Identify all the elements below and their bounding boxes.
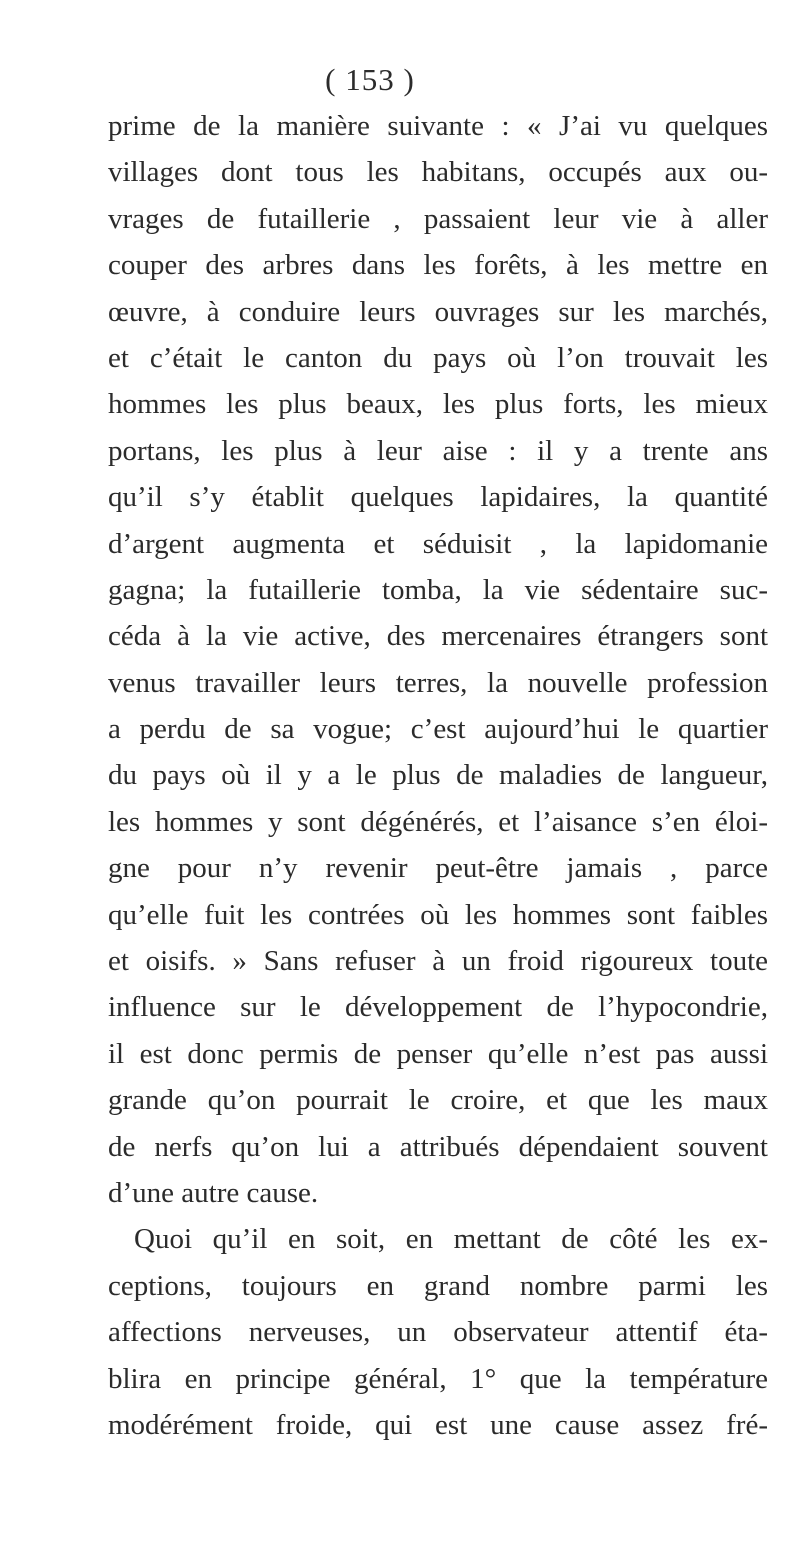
text-line: prime de la manière suivante : « J’ai vu quelques bbox=[108, 110, 768, 142]
text-line: vrages de futaillerie , passaient leur vie à aller bbox=[108, 202, 768, 235]
text-line: gne pour n’y revenir peut-être jamais , parce bbox=[108, 852, 768, 885]
text-line: céda à la vie active, des mercenaires étrangers sont bbox=[108, 620, 768, 653]
text-line: blira en principe général, 1° que la température bbox=[108, 1362, 768, 1395]
text-line: venus travailler leurs terres, la nouvelle profession bbox=[108, 666, 768, 699]
text-line: portans, les plus à leur aise : il y a trente ans bbox=[108, 434, 768, 467]
text-line: du pays où il y a le plus de maladies de langueur, bbox=[108, 759, 768, 792]
text-line: et c’était le canton du pays où l’on trouvait les bbox=[108, 341, 768, 374]
text-line: qu’il s’y établit quelques lapidaires, la quantité bbox=[108, 481, 768, 514]
text-line: modérément froide, qui est une cause assez fré- bbox=[108, 1408, 768, 1441]
paragraph-start-line: Quoi qu’il en soit, en mettant de côté les ex- bbox=[134, 1223, 768, 1256]
text-line: villages dont tous les habitans, occupés aux ou- bbox=[108, 156, 768, 189]
text-line: qu’elle fuit les contrées où les hommes sont faibles bbox=[108, 898, 768, 931]
text-line: couper des arbres dans les forêts, à les mettre en bbox=[108, 249, 768, 282]
text-line: de nerfs qu’on lui a attribués dépendaient souvent bbox=[108, 1130, 768, 1163]
text-line: hommes les plus beaux, les plus forts, les mieux bbox=[108, 388, 768, 421]
text-line: il est donc permis de penser qu’elle n’est pas aussi bbox=[108, 1037, 768, 1070]
text-line: ceptions, toujours en grand nombre parmi les bbox=[108, 1269, 768, 1302]
text-line: d’argent augmenta et séduisit , la lapidomanie bbox=[108, 527, 768, 560]
text-line: œuvre, à conduire leurs ouvrages sur les marchés, bbox=[108, 295, 768, 328]
text-line: grande qu’on pourrait le croire, et que les maux bbox=[108, 1084, 768, 1117]
body-text bbox=[108, 103, 768, 1448]
text-line: affections nerveuses, un observateur attentif éta- bbox=[108, 1316, 768, 1349]
text-line: et oisifs. » Sans refuser à un froid rigoureux toute bbox=[108, 945, 768, 978]
page-number: ( 153 ) bbox=[325, 62, 415, 97]
text-line: les hommes y sont dégénérés, et l’aisance s’en éloi- bbox=[108, 805, 768, 838]
text-line: influence sur le développement de l’hypocondrie, bbox=[108, 991, 768, 1024]
paragraph-end-line: d’une autre cause. bbox=[108, 1176, 319, 1209]
text-line: gagna; la futaillerie tomba, la vie sédentaire suc- bbox=[108, 573, 768, 606]
text-line: a perdu de sa vogue; c’est aujourd’hui le quartier bbox=[108, 713, 768, 746]
